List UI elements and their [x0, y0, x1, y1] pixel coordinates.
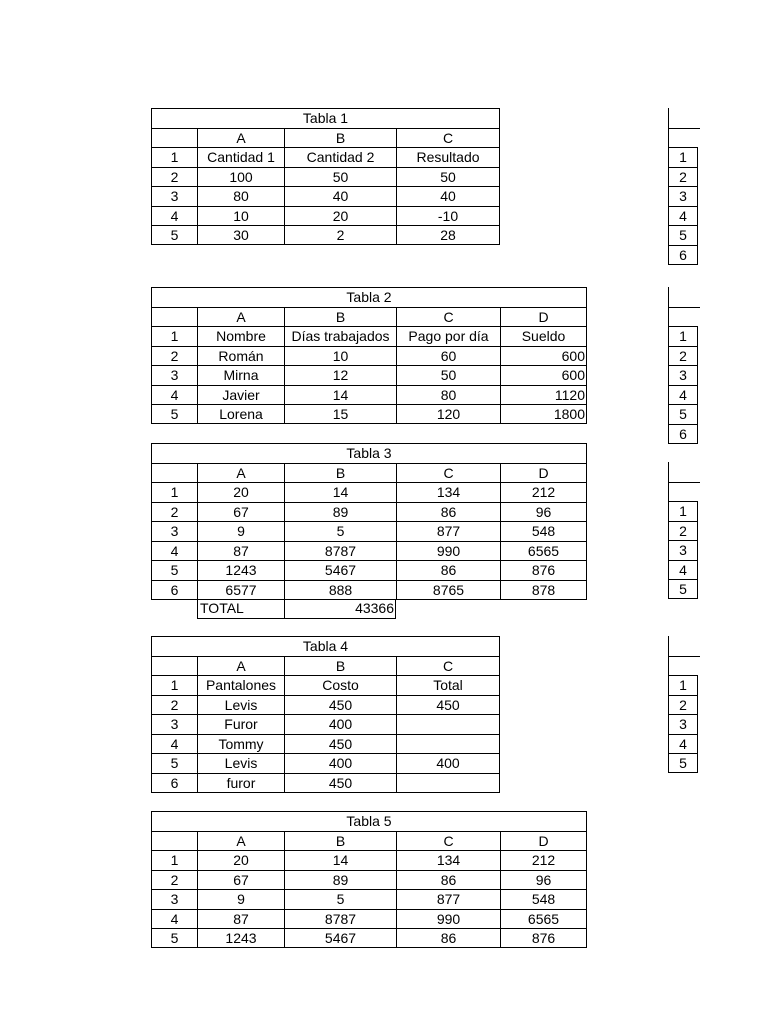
table-cell: 1243: [197, 928, 284, 948]
table-cell: 876: [500, 560, 587, 580]
row-number: 5: [668, 404, 698, 424]
row-number: 1: [151, 326, 197, 346]
table-cell: [396, 773, 500, 793]
table-cell: 86: [396, 928, 500, 948]
table-cell: 28: [396, 225, 500, 245]
table-cell: 87: [197, 909, 284, 929]
table-cell: 67: [197, 502, 284, 522]
row-number: 5: [151, 225, 197, 245]
table-cell: 86: [396, 870, 500, 890]
corner-cell: [151, 307, 197, 327]
column-letter: B: [284, 656, 396, 676]
table-cell: 8787: [284, 541, 396, 561]
table-title: Tabla 2: [151, 287, 587, 307]
row-number: 2: [668, 167, 698, 187]
row-number: 3: [668, 186, 698, 206]
table-cell: 40: [284, 186, 396, 206]
row-number: 4: [151, 734, 197, 754]
table-cell: furor: [197, 773, 284, 793]
row-number: 4: [668, 734, 698, 754]
table-cell: [396, 734, 500, 754]
table-cell: 9: [197, 521, 284, 541]
fragment-header-cell: [668, 307, 700, 327]
table-cell: 89: [284, 870, 396, 890]
row-number: 3: [668, 714, 698, 734]
row-number: 4: [668, 560, 698, 580]
total-value: 43366: [284, 599, 396, 619]
table-cell: 87: [197, 541, 284, 561]
table-cell: 8787: [284, 909, 396, 929]
table-cell: 600: [500, 346, 587, 366]
row-number: 3: [151, 889, 197, 909]
table-cell: Tommy: [197, 734, 284, 754]
row-number: 1: [668, 147, 698, 167]
row-number: 2: [668, 695, 698, 715]
row-number: 3: [151, 365, 197, 385]
column-letter: C: [396, 831, 500, 851]
table-cell: 14: [284, 385, 396, 405]
table-cell: 40: [396, 186, 500, 206]
column-letter: B: [284, 463, 396, 483]
row-number: 5: [151, 928, 197, 948]
column-letter: D: [500, 463, 587, 483]
table-cell: 50: [396, 365, 500, 385]
table-cell: 9: [197, 889, 284, 909]
table-cell: 6565: [500, 541, 587, 561]
column-letter: A: [197, 128, 284, 148]
table-cell: 1243: [197, 560, 284, 580]
column-letter: A: [197, 656, 284, 676]
table-cell: 400: [284, 753, 396, 773]
table-cell: 6565: [500, 909, 587, 929]
column-letter: C: [396, 656, 500, 676]
table-cell: Román: [197, 346, 284, 366]
table-cell: 89: [284, 502, 396, 522]
table-cell: 877: [396, 521, 500, 541]
table-title: Tabla 5: [151, 811, 587, 831]
row-number: 1: [668, 501, 698, 521]
table-cell: 600: [500, 365, 587, 385]
row-number: 3: [668, 540, 698, 560]
table-title: Tabla 1: [151, 108, 500, 128]
row-number: 2: [151, 695, 197, 715]
table-cell: 120: [396, 404, 500, 424]
table-cell: 80: [197, 186, 284, 206]
fragment-header-cell: [668, 482, 700, 502]
table-cell: 100: [197, 167, 284, 187]
table-cell: 450: [284, 734, 396, 754]
table-cell: Mirna: [197, 365, 284, 385]
table-cell: 2: [284, 225, 396, 245]
row-number: 6: [151, 580, 197, 600]
fragment-header-cell: [668, 128, 700, 148]
row-number: 1: [668, 326, 698, 346]
total-label: TOTAL: [197, 599, 284, 619]
table-cell: 86: [396, 502, 500, 522]
fragment-header-cell: [668, 287, 700, 307]
row-number: 5: [668, 225, 698, 245]
table-cell: Resultado: [396, 147, 500, 167]
table-cell: 878: [500, 580, 587, 600]
table-cell: 10: [284, 346, 396, 366]
table-cell: Lorena: [197, 404, 284, 424]
row-number: 4: [151, 385, 197, 405]
table-cell: Furor: [197, 714, 284, 734]
table-title: Tabla 3: [151, 443, 587, 463]
table-cell: Levis: [197, 695, 284, 715]
table-cell: 212: [500, 482, 587, 502]
row-number: 2: [151, 167, 197, 187]
row-number: 2: [668, 346, 698, 366]
table-cell: 80: [396, 385, 500, 405]
table-cell: 877: [396, 889, 500, 909]
row-number: 3: [151, 186, 197, 206]
row-number: 4: [151, 206, 197, 226]
table-cell: Cantidad 1: [197, 147, 284, 167]
table-cell: 5: [284, 889, 396, 909]
table-cell: Cantidad 2: [284, 147, 396, 167]
table-cell: 212: [500, 850, 587, 870]
table-cell: Días trabajados: [284, 326, 396, 346]
row-number: 6: [668, 424, 698, 444]
row-number: 5: [668, 753, 698, 773]
table-cell: 67: [197, 870, 284, 890]
column-letter: C: [396, 463, 500, 483]
table-cell: 5467: [284, 928, 396, 948]
row-number: 1: [668, 675, 698, 695]
row-number: 3: [151, 714, 197, 734]
column-letter: B: [284, 831, 396, 851]
table-cell: 548: [500, 521, 587, 541]
table-cell: 5: [284, 521, 396, 541]
fragment-header-cell: [668, 636, 700, 656]
row-number: 2: [668, 521, 698, 541]
table-cell: [396, 714, 500, 734]
table-cell: 12: [284, 365, 396, 385]
row-number: 3: [668, 365, 698, 385]
table-cell: 20: [197, 850, 284, 870]
table-cell: 60: [396, 346, 500, 366]
column-letter: A: [197, 307, 284, 327]
table-cell: 10: [197, 206, 284, 226]
table-cell: 400: [284, 714, 396, 734]
column-letter: D: [500, 307, 587, 327]
table-cell: 888: [284, 580, 396, 600]
row-number: 1: [151, 482, 197, 502]
row-number: 1: [151, 675, 197, 695]
table-cell: Javier: [197, 385, 284, 405]
row-number: 4: [668, 385, 698, 405]
table-cell: Total: [396, 675, 500, 695]
corner-cell: [151, 128, 197, 148]
table-cell: 5467: [284, 560, 396, 580]
table-cell: 450: [396, 695, 500, 715]
table-cell: 20: [284, 206, 396, 226]
table-cell: 990: [396, 541, 500, 561]
row-number: 1: [151, 147, 197, 167]
table-cell: 1800: [500, 404, 587, 424]
column-letter: A: [197, 831, 284, 851]
table-cell: 134: [396, 482, 500, 502]
table-cell: 15: [284, 404, 396, 424]
table-cell: 400: [396, 753, 500, 773]
table-cell: 14: [284, 850, 396, 870]
column-letter: B: [284, 307, 396, 327]
row-number: 5: [151, 753, 197, 773]
table-cell: Pantalones: [197, 675, 284, 695]
corner-cell: [151, 463, 197, 483]
table-cell: 548: [500, 889, 587, 909]
table-cell: Nombre: [197, 326, 284, 346]
row-number: 2: [151, 870, 197, 890]
table-cell: 20: [197, 482, 284, 502]
table-cell: 134: [396, 850, 500, 870]
table-cell: 6577: [197, 580, 284, 600]
column-letter: C: [396, 307, 500, 327]
table-cell: 50: [284, 167, 396, 187]
row-number: 2: [151, 502, 197, 522]
row-number: 2: [151, 346, 197, 366]
corner-cell: [151, 656, 197, 676]
table-cell: Costo: [284, 675, 396, 695]
table-cell: 86: [396, 560, 500, 580]
table-cell: 876: [500, 928, 587, 948]
row-number: 5: [151, 560, 197, 580]
column-letter: A: [197, 463, 284, 483]
corner-cell: [151, 831, 197, 851]
row-number: 4: [151, 541, 197, 561]
column-letter: B: [284, 128, 396, 148]
row-number: 4: [151, 909, 197, 929]
table-cell: 450: [284, 773, 396, 793]
table-cell: 50: [396, 167, 500, 187]
table-cell: 450: [284, 695, 396, 715]
fragment-header-cell: [668, 108, 700, 128]
table-title: Tabla 4: [151, 636, 500, 656]
row-number: 5: [151, 404, 197, 424]
row-number: 1: [151, 850, 197, 870]
table-cell: -10: [396, 206, 500, 226]
table-cell: 8765: [396, 580, 500, 600]
table-cell: 1120: [500, 385, 587, 405]
row-number: 3: [151, 521, 197, 541]
table-cell: 96: [500, 870, 587, 890]
row-number: 4: [668, 206, 698, 226]
fragment-header-cell: [668, 462, 700, 482]
table-cell: Pago por día: [396, 326, 500, 346]
fragment-header-cell: [668, 656, 700, 676]
table-cell: Sueldo: [500, 326, 587, 346]
table-cell: 990: [396, 909, 500, 929]
column-letter: D: [500, 831, 587, 851]
table-cell: 30: [197, 225, 284, 245]
row-number: 5: [668, 579, 698, 599]
table-cell: Levis: [197, 753, 284, 773]
table-cell: 14: [284, 482, 396, 502]
row-number: 6: [668, 245, 698, 265]
column-letter: C: [396, 128, 500, 148]
row-number: 6: [151, 773, 197, 793]
table-cell: 96: [500, 502, 587, 522]
